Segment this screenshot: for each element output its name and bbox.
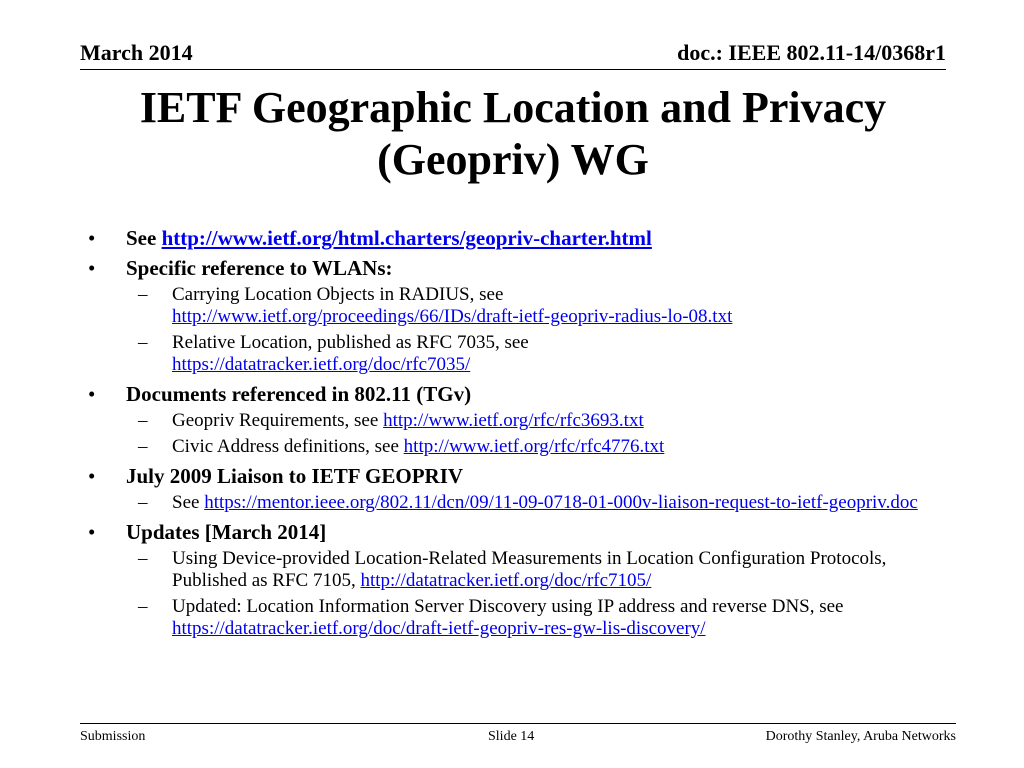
slide-body	[80, 224, 960, 644]
slide-title	[80, 82, 946, 186]
sub-bullet-relative-location	[80, 332, 960, 376]
header-date: March 2014	[80, 40, 193, 65]
rfc3693-link[interactable]: http://www.ietf.org/rfc/rfc3693.txt	[383, 410, 644, 431]
bullet-liaison	[80, 462, 960, 490]
bullet-dot-icon: •	[88, 464, 96, 488]
title-line-2: (Geopriv) WG	[377, 135, 649, 184]
footer-submission: Submission	[80, 729, 146, 744]
bullet-dot-icon: •	[88, 382, 96, 406]
dash-icon: –	[138, 436, 148, 457]
header-doc-id: doc.: IEEE 802.11-14/0368r1	[677, 40, 946, 65]
dash-icon: –	[138, 332, 148, 353]
lis-discovery-link[interactable]: https://datatracker.ietf.org/doc/draft-ietf-geopriv-res-gw-lis-discovery/	[172, 618, 706, 639]
sub-bullet-civic-address	[80, 436, 960, 458]
sub-bullet-text: Using Device-provided Location-Related Measurements in Location Configuration Protocols, Published as RFC 7105,	[172, 548, 887, 591]
bullet-dot-icon: •	[88, 226, 96, 250]
bullet-docs-label: Documents referenced in 802.11 (TGv)	[126, 382, 472, 406]
sub-bullet-text: Carrying Location Objects in RADIUS, see	[172, 284, 504, 305]
sub-bullet-text: See	[172, 492, 200, 513]
radius-lo-link[interactable]: http://www.ietf.org/proceedings/66/IDs/draft-ietf-geopriv-radius-lo-08.txt	[172, 306, 733, 327]
footer-author: Dorothy Stanley, Aruba Networks	[765, 729, 956, 744]
dash-icon: –	[138, 284, 148, 305]
bullet-updates	[80, 518, 960, 546]
bullet-see-prefix: See	[126, 226, 157, 250]
sub-bullet-text: Updated: Location Information Server Discovery using IP address and reverse DNS, see	[172, 596, 844, 617]
rfc7035-link[interactable]: https://datatracker.ietf.org/doc/rfc7035/	[172, 354, 471, 375]
footer-divider	[80, 723, 956, 724]
rfc7105-link[interactable]: http://datatracker.ietf.org/doc/rfc7105/	[360, 570, 652, 591]
bullet-wlans	[80, 254, 960, 282]
sub-bullet-text: Civic Address definitions, see	[172, 436, 399, 457]
liaison-doc-link[interactable]: https://mentor.ieee.org/802.11/dcn/09/11-09-0718-01-000v-liaison-request-to-ietf-geopriv.doc	[204, 492, 918, 513]
dash-icon: –	[138, 410, 148, 431]
title-line-1: IETF Geographic Location and Privacy	[139, 83, 887, 132]
dash-icon: –	[138, 492, 148, 513]
header-divider	[80, 69, 946, 70]
footer-slide-number: Slide 14	[488, 729, 535, 744]
sub-bullet-rfc7105	[80, 548, 960, 592]
charter-link[interactable]: http://www.ietf.org/html.charters/geopriv-charter.html	[161, 226, 652, 250]
dash-icon: –	[138, 548, 148, 569]
bullet-liaison-label: July 2009 Liaison to IETF GEOPRIV	[126, 464, 464, 488]
sub-bullet-liaison-doc	[80, 492, 960, 514]
bullet-dot-icon: •	[88, 520, 96, 544]
sub-bullet-requirements	[80, 410, 960, 432]
bullet-dot-icon: •	[88, 256, 96, 280]
sub-bullet-lis-discovery	[80, 596, 960, 640]
dash-icon: –	[138, 596, 148, 617]
bullet-see	[80, 224, 960, 252]
sub-bullet-text: Relative Location, published as RFC 7035, see	[172, 332, 529, 353]
rfc4776-link[interactable]: http://www.ietf.org/rfc/rfc4776.txt	[403, 436, 665, 457]
bullet-updates-label: Updates [March 2014]	[126, 520, 327, 544]
bullet-wlans-label: Specific reference to WLANs:	[126, 256, 393, 280]
sub-bullet-radius	[80, 284, 960, 328]
sub-bullet-text: Geopriv Requirements, see	[172, 410, 379, 431]
bullet-docs	[80, 380, 960, 408]
